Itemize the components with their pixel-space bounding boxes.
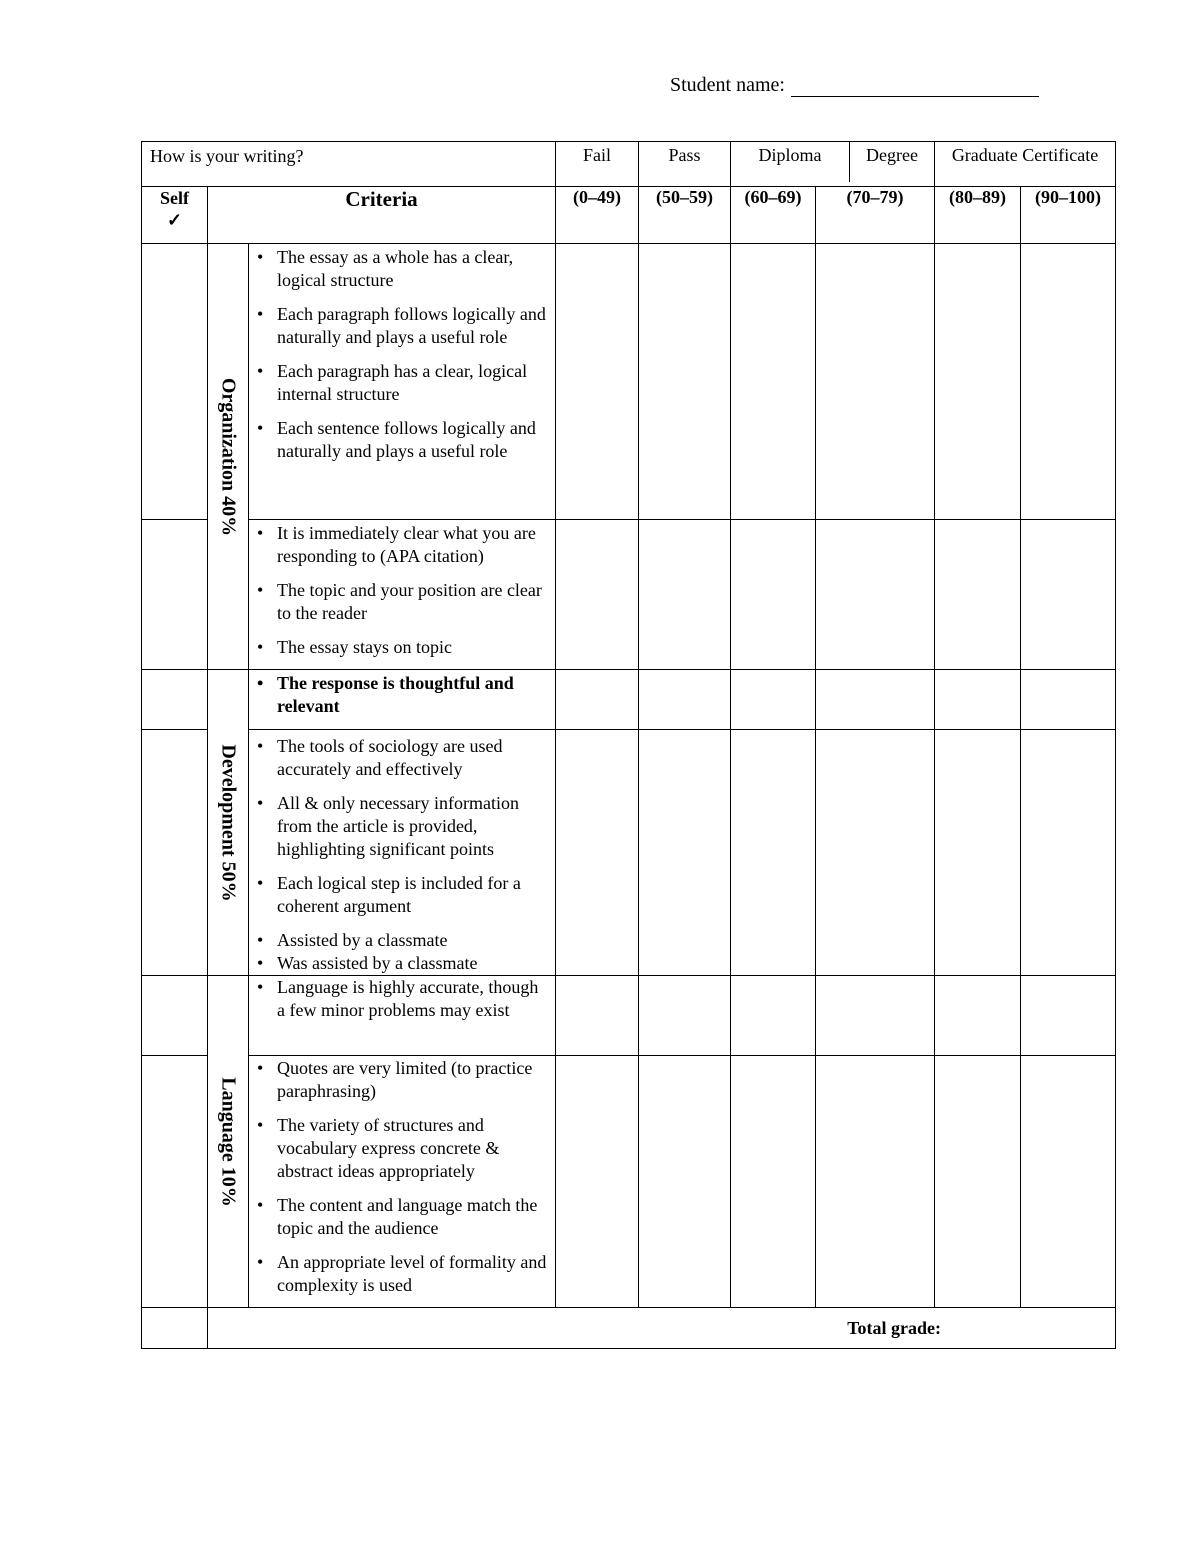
grade-cell[interactable] — [639, 1056, 731, 1308]
criterion-item: • Each paragraph follows logically and naturally and plays a useful role — [277, 303, 549, 349]
student-name-blank[interactable] — [791, 78, 1039, 97]
grade-cell[interactable] — [556, 976, 639, 1056]
category-language — [208, 976, 249, 1308]
criteria-cell — [249, 1056, 556, 1308]
grade-cell[interactable] — [639, 976, 731, 1056]
grade-cell[interactable] — [935, 976, 1021, 1056]
criterion-item: • Was assisted by a classmate — [277, 952, 549, 975]
grade-cell[interactable] — [816, 520, 935, 670]
criteria-list — [249, 522, 555, 659]
question-cell: How is your writing? — [142, 142, 556, 187]
category-label: Language 10% — [217, 1076, 240, 1207]
range-90-100: (90–100) — [1021, 187, 1116, 244]
criterion-item: • The content and language match the topic and the audience — [277, 1194, 549, 1240]
self-header — [142, 187, 208, 244]
grade-cell[interactable] — [816, 244, 935, 520]
category-label: Organization 40% — [217, 377, 240, 536]
level-graduate: Graduate Certificate — [935, 142, 1116, 187]
grade-cell[interactable] — [816, 976, 935, 1056]
self-check-cell[interactable] — [142, 520, 208, 670]
criterion-item: • An appropriate level of formality and complexity is used — [277, 1251, 549, 1297]
grade-cell[interactable] — [731, 670, 816, 730]
self-check-cell[interactable] — [142, 244, 208, 520]
range-60-69: (60–69) — [731, 187, 816, 244]
grade-cell[interactable] — [816, 730, 935, 976]
grade-cell[interactable] — [639, 244, 731, 520]
self-check-cell[interactable] — [142, 1056, 208, 1308]
self-total-cell[interactable] — [142, 1308, 208, 1349]
range-0-49: (0–49) — [556, 187, 639, 244]
criterion-item: • The essay as a whole has a clear, logical structure — [277, 246, 549, 292]
criteria-cell — [249, 244, 556, 520]
grade-cell[interactable] — [935, 670, 1021, 730]
self-check-cell[interactable] — [142, 670, 208, 730]
range-80-89: (80–89) — [935, 187, 1021, 244]
grade-cell[interactable] — [1021, 670, 1116, 730]
range-50-59: (50–59) — [639, 187, 731, 244]
grade-cell[interactable] — [731, 244, 816, 520]
grade-cell[interactable] — [731, 730, 816, 976]
grade-cell[interactable] — [639, 520, 731, 670]
self-label: Self — [160, 188, 189, 208]
grade-cell[interactable] — [816, 670, 935, 730]
range-70-79: (70–79) — [816, 187, 935, 244]
grade-cell[interactable] — [556, 520, 639, 670]
criteria-cell — [249, 730, 556, 976]
grade-cell[interactable] — [556, 1056, 639, 1308]
criteria-list — [249, 1057, 555, 1297]
level-degree: Degree — [849, 142, 934, 182]
criteria-list — [249, 672, 555, 718]
level-pass: Pass — [639, 142, 731, 187]
grade-cell[interactable] — [556, 244, 639, 520]
criteria-list — [249, 976, 555, 1022]
criteria-cell — [249, 670, 556, 730]
category-organization — [208, 244, 249, 670]
criteria-cell — [249, 976, 556, 1056]
criterion-item: • Quotes are very limited (to practice paraphrasing) — [277, 1057, 549, 1103]
criteria-header: Criteria — [208, 187, 556, 244]
criteria-list — [249, 246, 555, 463]
grade-cell[interactable] — [1021, 976, 1116, 1056]
criterion-item: • Language is highly accurate, though a few minor problems may exist — [277, 976, 549, 1022]
student-name-label: Student name: — [670, 74, 785, 96]
grade-cell[interactable] — [935, 244, 1021, 520]
grade-cell[interactable] — [731, 520, 816, 670]
criterion-item: • The essay stays on topic — [277, 636, 549, 659]
check-mark-icon: ✓ — [166, 210, 183, 230]
grade-cell[interactable] — [639, 730, 731, 976]
grade-cell[interactable] — [1021, 244, 1116, 520]
student-name-line — [670, 74, 1039, 97]
grade-cell[interactable] — [556, 670, 639, 730]
grade-cell[interactable] — [731, 1056, 816, 1308]
grade-cell[interactable] — [731, 976, 816, 1056]
grade-cell[interactable] — [935, 730, 1021, 976]
grade-cell[interactable] — [1021, 1056, 1116, 1308]
criterion-item: • Each logical step is included for a coherent argument — [277, 872, 549, 918]
grade-cell[interactable] — [639, 670, 731, 730]
criterion-item: • The tools of sociology are used accurately and effectively — [277, 735, 549, 781]
criterion-item: • The variety of structures and vocabulary express concrete & abstract ideas appropriately — [277, 1114, 549, 1183]
criterion-item: • All & only necessary information from the article is provided, highlighting significant points — [277, 792, 549, 861]
self-check-cell[interactable] — [142, 730, 208, 976]
criterion-item: • Each paragraph has a clear, logical internal structure — [277, 360, 549, 406]
total-grade-label: Total grade: — [208, 1308, 1116, 1349]
grade-cell[interactable] — [1021, 730, 1116, 976]
grade-cell[interactable] — [935, 1056, 1021, 1308]
category-label: Development 50% — [217, 743, 240, 902]
grade-cell[interactable] — [816, 1056, 935, 1308]
criterion-item: • Each sentence follows logically and naturally and plays a useful role — [277, 417, 549, 463]
criteria-cell — [249, 520, 556, 670]
level-diploma-degree — [731, 142, 935, 187]
criteria-list — [249, 735, 555, 975]
category-development — [208, 670, 249, 976]
criterion-item: • Assisted by a classmate — [277, 929, 549, 952]
level-diploma: Diploma — [758, 145, 822, 165]
grade-cell[interactable] — [935, 520, 1021, 670]
grade-cell[interactable] — [556, 730, 639, 976]
level-fail: Fail — [556, 142, 639, 187]
criterion-item: • The response is thoughtful and relevant — [277, 672, 549, 718]
grade-cell[interactable] — [1021, 520, 1116, 670]
criterion-item: • The topic and your position are clear to the reader — [277, 579, 549, 625]
self-check-cell[interactable] — [142, 976, 208, 1056]
rubric-table — [141, 141, 1116, 1349]
criterion-item: • It is immediately clear what you are responding to (APA citation) — [277, 522, 549, 568]
